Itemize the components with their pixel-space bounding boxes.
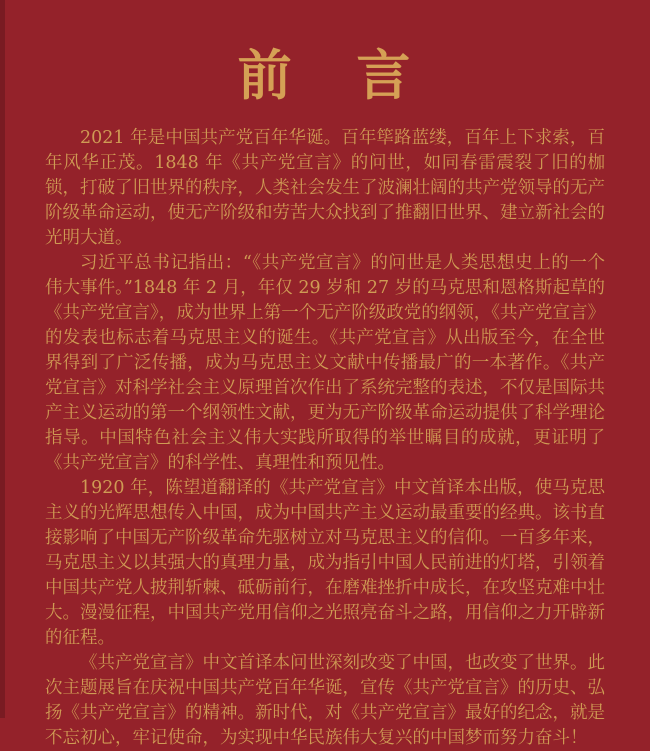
preface-body xyxy=(0,126,650,751)
left-edge-shading xyxy=(0,0,5,718)
paragraph-2: 习近平总书记指出：“《共产党宣言》的问世是人类思想史上的一个伟大事件。”1848 年 2 月，年仅 29 岁和 27 岁的马克思和恩格斯起草的《共产党宣言》，成为世界上第一个无产阶级政党的纲领，《共产党宣言》的发表也标志着马克思主义的诞生。《共产党宣言》从出版至今，在全世界得到了广泛传播，成为马克思主义文献中传播最广的一本著作。《共产党宣言》对科学社会主义原理首次作出了系统完整的表述，不仅是国际共产主义运动的第一个纲领性文献，更为无产阶级革命运动提供了科学理论指导。中国特色社会主义伟大实践所取得的举世瞩目的成就，更证明了《共产党宣言》的科学性、真理性和预见性。 xyxy=(45,253,605,473)
page-title: 前 言 xyxy=(237,43,413,107)
paragraph-4: 《共产党宣言》中文首译本问世深刻改变了中国，也改变了世界。此次主题展旨在庆祝中国共产党百年华诞，宣传《共产党宣言》的历史、弘扬《共产党宣言》的精神。新时代，对《共产党宣言》最好的纪念，就是不忘初心，牢记使命，为实现中华民族伟大复兴的中国梦而努力奋斗！ xyxy=(45,653,605,748)
paragraph-1: 2021 年是中国共产党百年华诞。百年筚路蓝缕，百年上下求索，百年风华正茂。1848 年《共产党宣言》的问世，如同春雷震裂了旧的枷锁，打破了旧世界的秩序，人类社会发生了波澜壮阔的共产党领导的无产阶级革命运动，使无产阶级和劳苦大众找到了推翻旧世界、建立新社会的光明大道。 xyxy=(45,128,605,248)
paragraph-3: 1920 年，陈望道翻译的《共产党宣言》中文首译本出版，使马克思主义的光辉思想传入中国，成为中国共产主义运动最重要的经典。该书直接影响了中国无产阶级革命先驱树立对马克思主义的信仰。一百多年来，马克思主义以其强大的真理力量，成为指引中国人民前进的灯塔，引领着中国共产党人披荆斩棘、砥砺前行，在磨难挫折中成长，在攻坚克难中壮大。漫漫征程，中国共产党用信仰之光照亮奋斗之路，用信仰之力开辟新的征程。 xyxy=(45,478,605,648)
